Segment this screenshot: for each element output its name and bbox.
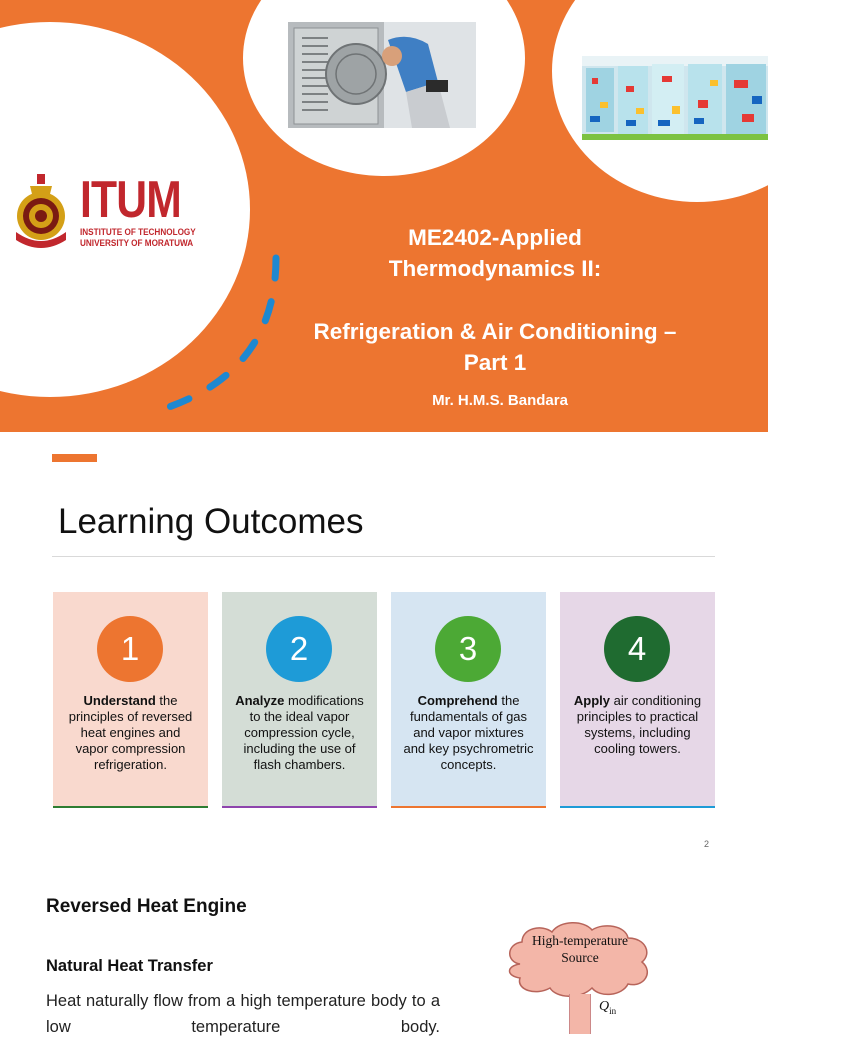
outcome-text xyxy=(232,693,367,773)
learning-outcomes-slide xyxy=(0,432,768,864)
card-bottom-edge xyxy=(53,806,208,808)
page-number: 2 xyxy=(704,839,710,849)
outcome-description: air conditioning principles to practical systems, including cooling towers. xyxy=(576,693,702,756)
title-divider xyxy=(52,556,715,557)
university-crest-icon xyxy=(12,174,70,252)
itum-logo xyxy=(12,171,202,254)
outcome-card-4 xyxy=(560,592,715,808)
ac-technician-photo xyxy=(288,22,476,128)
heat-source-label xyxy=(516,932,644,966)
outcome-number-badge: 2 xyxy=(266,616,332,682)
logo-title: ITUM xyxy=(80,171,181,229)
course-title-line-1: ME2402-Applied xyxy=(408,225,582,250)
title-slide xyxy=(0,0,768,432)
outcome-text xyxy=(401,693,536,773)
slide-title: Reversed Heat Engine xyxy=(46,896,247,917)
outcome-card-3 xyxy=(391,592,546,808)
card-bottom-edge xyxy=(560,806,715,808)
slide-title: Learning Outcomes xyxy=(58,502,364,541)
outcome-number-badge: 4 xyxy=(604,616,670,682)
outcome-description: the fundamentals of gas and vapor mixtures and key psychrometric concepts. xyxy=(403,693,534,772)
outcome-description: the principles of reversed heat engines and vapor compression refrigeration. xyxy=(68,693,193,772)
outcome-description: modifications to the ideal vapor compression cycle, including the use of flash chambers. xyxy=(243,693,364,772)
heat-flow-column xyxy=(569,994,591,1034)
card-bottom-edge xyxy=(391,806,546,808)
author-name: Mr. H.M.S. Bandara xyxy=(432,392,568,409)
heat-source-label-line-1: High-temperature xyxy=(532,933,628,948)
outcome-text xyxy=(63,693,198,773)
heat-input-symbol xyxy=(599,999,616,1016)
heat-source-label-line-2: Source xyxy=(561,950,599,965)
outcome-verb: Understand xyxy=(83,693,156,708)
outcome-card-1 xyxy=(53,592,208,808)
outcome-verb: Analyze xyxy=(235,693,285,708)
course-title-line-2: Thermodynamics II: xyxy=(388,256,602,281)
lecture-subtitle-line-1: Refrigeration & Air Conditioning – xyxy=(313,319,677,344)
logo-university-line: UNIVERSITY OF MORATUWA xyxy=(80,238,194,249)
outcome-verb: Comprehend xyxy=(417,693,498,708)
logo-institute-line: INSTITUTE OF TECHNOLOGY xyxy=(80,227,196,238)
section-heading: Natural Heat Transfer xyxy=(46,957,213,975)
dashed-arc-decoration xyxy=(160,250,300,420)
lecture-subtitle xyxy=(290,316,700,378)
outcome-verb: Apply xyxy=(573,693,611,708)
lecture-subtitle-line-2: Part 1 xyxy=(463,350,527,375)
heat-subscript: in xyxy=(609,1005,617,1016)
reversed-heat-engine-slide xyxy=(0,864,768,1036)
course-title xyxy=(290,222,700,284)
outcome-card-2 xyxy=(222,592,377,808)
accent-bar xyxy=(52,454,97,462)
card-bottom-edge xyxy=(222,806,377,808)
refrigerated-display-photo xyxy=(582,56,768,140)
outcome-number-badge: 3 xyxy=(435,616,501,682)
body-paragraph: Heat naturally flow from a high temperature body to a low temperature body. xyxy=(46,992,440,1036)
outcome-number-badge: 1 xyxy=(97,616,163,682)
heat-symbol: Q xyxy=(599,999,610,1014)
outcome-text xyxy=(570,693,705,757)
